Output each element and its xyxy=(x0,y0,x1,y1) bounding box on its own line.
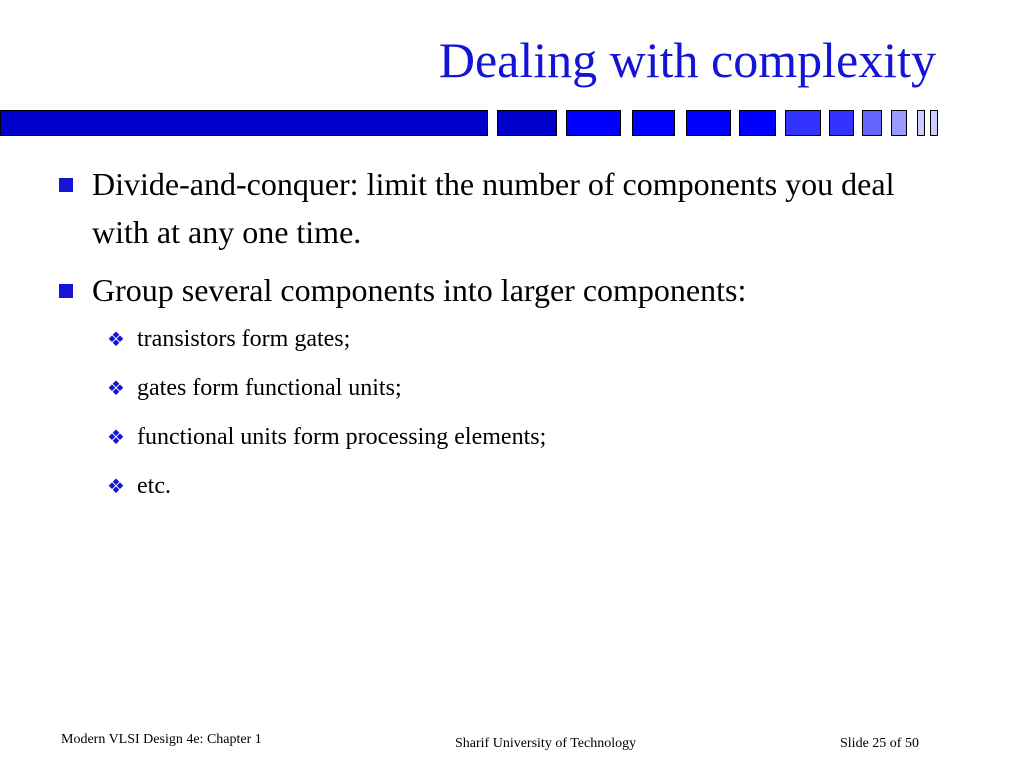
sub-bullet-text: functional units form processing elements; xyxy=(137,424,547,450)
title-bar-segment xyxy=(891,110,907,136)
title-bar-segment xyxy=(497,110,557,136)
diamond-bullet-icon: ❖ xyxy=(107,327,125,351)
sub-bullet-text: gates form functional units; xyxy=(137,375,402,401)
title-bar-segment xyxy=(739,110,776,136)
title-bar-segment xyxy=(862,110,882,136)
sub-bullet-item xyxy=(0,422,1024,452)
title-bar-segment xyxy=(686,110,731,136)
footer-slide-number: Slide 25 of 50 xyxy=(840,736,919,751)
title-bar-segment xyxy=(917,110,925,136)
sub-bullet-item xyxy=(0,324,1024,354)
bullet-text: Group several components into larger components: xyxy=(92,272,747,308)
sub-bullet-item xyxy=(0,373,1024,403)
sub-bullet-item xyxy=(0,471,1024,501)
sub-bullet-text: transistors form gates; xyxy=(137,326,351,352)
diamond-bullet-icon: ❖ xyxy=(107,474,125,498)
slide-title: Dealing with complexity xyxy=(438,32,936,88)
title-bar-segment xyxy=(0,110,488,136)
bullet-text: Divide-and-conquer: limit the number of components you deal with at any one time. xyxy=(92,166,895,250)
bullet-item xyxy=(0,160,952,256)
bullet-item xyxy=(0,266,952,314)
diamond-bullet-icon: ❖ xyxy=(107,376,125,400)
title-bar-segment xyxy=(785,110,821,136)
bullet-list xyxy=(0,160,1024,520)
sub-bullet-text: etc. xyxy=(137,473,171,499)
title-bar-segment xyxy=(829,110,854,136)
title-bar-segment xyxy=(632,110,675,136)
footer-institution: Sharif University of Technology xyxy=(455,736,637,751)
title-bar-segment xyxy=(566,110,621,136)
diamond-bullet-icon: ❖ xyxy=(107,425,125,449)
title-bar-segment xyxy=(930,110,938,136)
square-bullet-icon xyxy=(59,284,73,298)
square-bullet-icon xyxy=(59,178,73,192)
title-decoration-bar xyxy=(0,110,1024,138)
footer-course-title: Modern VLSI Design 4e: Chapter 1 xyxy=(61,732,262,747)
